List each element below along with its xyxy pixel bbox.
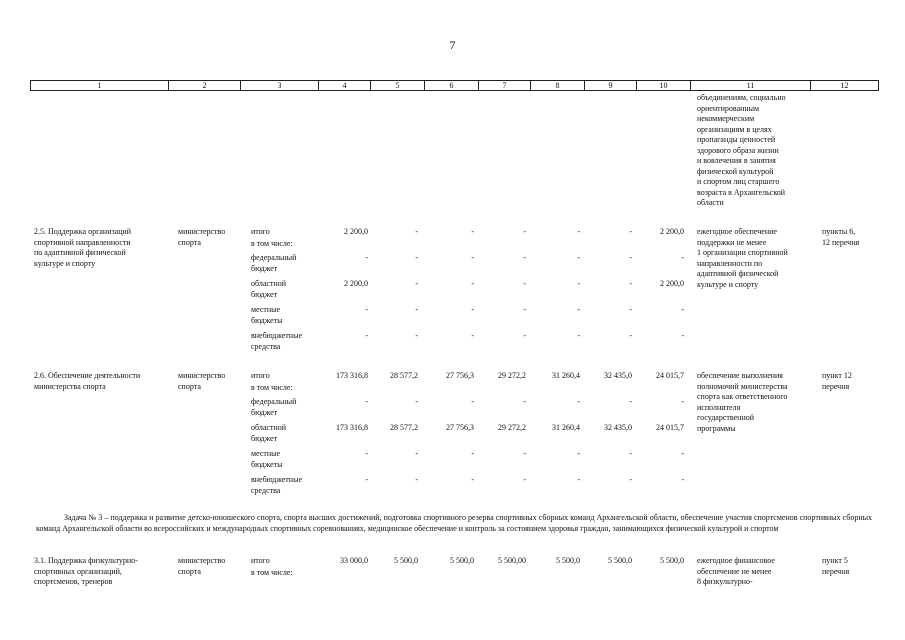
funding-value: - — [471, 397, 474, 406]
funding-value: 173 316,8 — [336, 371, 368, 380]
funding-value: 2 200,0 — [344, 227, 368, 236]
funding-value: - — [629, 475, 632, 484]
funding-value: - — [681, 475, 684, 484]
funding-source-label: в том числе: — [251, 383, 293, 392]
funding-value: - — [523, 305, 526, 314]
funding-value: - — [629, 305, 632, 314]
funding-value: - — [415, 305, 418, 314]
funding-value: - — [629, 331, 632, 340]
row-reference: пункты 6, 12 перечня — [822, 227, 860, 247]
column-number: 3 — [241, 81, 319, 91]
funding-value: - — [365, 305, 368, 314]
funding-value: - — [365, 449, 368, 458]
funding-value: 31 260,4 — [552, 371, 580, 380]
column-number: 11 — [691, 81, 811, 91]
funding-source-label: в том числе: — [251, 239, 293, 248]
funding-value: 2 200,0 — [344, 279, 368, 288]
funding-source-label: областной бюджет — [251, 423, 287, 443]
funding-value: - — [523, 279, 526, 288]
funding-source-label: в том числе: — [251, 568, 293, 577]
funding-value: - — [471, 227, 474, 236]
funding-value: 2 200,0 — [660, 227, 684, 236]
funding-value: - — [523, 397, 526, 406]
funding-value: - — [577, 305, 580, 314]
funding-value: - — [577, 331, 580, 340]
funding-value: 173 316,8 — [336, 423, 368, 432]
funding-source-label: местные бюджеты — [251, 305, 283, 325]
funding-value: - — [629, 397, 632, 406]
column-number: 4 — [319, 81, 371, 91]
funding-value: - — [415, 253, 418, 262]
funding-value: - — [471, 331, 474, 340]
funding-value: 24 015,7 — [656, 371, 684, 380]
column-number: 2 — [169, 81, 241, 91]
column-number: 10 — [637, 81, 691, 91]
column-header-row — [30, 80, 879, 91]
funding-value: - — [681, 253, 684, 262]
funding-value: - — [471, 305, 474, 314]
funding-value: 5 500,0 — [556, 556, 580, 565]
column-number: 8 — [531, 81, 585, 91]
funding-value: - — [629, 253, 632, 262]
row-reference: пункт 12 перечня — [822, 371, 852, 391]
funding-source-label: местные бюджеты — [251, 449, 283, 469]
funding-value: - — [415, 331, 418, 340]
row-result: обеспечение выполнения полномочий министерства спорта как ответственного исполнителя государственной программы — [697, 371, 788, 433]
funding-value: - — [629, 449, 632, 458]
funding-value: - — [523, 253, 526, 262]
funding-value: - — [365, 475, 368, 484]
funding-value: 28 577,2 — [390, 371, 418, 380]
funding-value: - — [365, 397, 368, 406]
funding-value: - — [681, 305, 684, 314]
funding-source-label: итого — [251, 556, 270, 565]
column-number: 5 — [371, 81, 425, 91]
funding-value: - — [577, 475, 580, 484]
funding-source-label: федеральный бюджет — [251, 253, 297, 273]
funding-value: - — [577, 227, 580, 236]
page-number: 7 — [449, 38, 456, 52]
funding-value: - — [415, 227, 418, 236]
funding-value: - — [629, 279, 632, 288]
funding-value: - — [523, 475, 526, 484]
funding-value: - — [577, 253, 580, 262]
row-name: 3.1. Поддержка физкультурно- спортивных организаций, спортсменов, тренеров — [34, 556, 138, 586]
funding-value: - — [415, 475, 418, 484]
funding-value: 5 500,0 — [394, 556, 418, 565]
column-number: 7 — [479, 81, 531, 91]
row-result: ежегодное финансовое обеспечение не менее 8 физкультурно- — [697, 556, 775, 586]
funding-value: 31 260,4 — [552, 423, 580, 432]
funding-source-label: областной бюджет — [251, 279, 287, 299]
funding-value: - — [523, 227, 526, 236]
funding-value: 5 500,0 — [608, 556, 632, 565]
row-reference: пункт 5 перечня — [822, 556, 850, 576]
row-executor: министерство спорта — [178, 371, 226, 391]
funding-value: 5 500,0 — [450, 556, 474, 565]
funding-value: 29 272,2 — [498, 371, 526, 380]
continuation-note: объединениям, социально ориентированным некоммерческим организациям в целях пропаганды ценностей здорового образа жизни и вовлечения в занятия физической культурой и спортом лиц старшего возраста в Архангельской области — [697, 93, 786, 207]
funding-value: - — [629, 227, 632, 236]
funding-value: 5 500,0 — [660, 556, 684, 565]
funding-value: - — [523, 449, 526, 458]
funding-value: - — [471, 475, 474, 484]
funding-source-label: итого — [251, 371, 270, 380]
row-name: 2.6. Обеспечение деятельности министерства спорта — [34, 371, 141, 391]
funding-value: 32 435,0 — [604, 371, 632, 380]
funding-value: 29 272,2 — [498, 423, 526, 432]
funding-source-label: федеральный бюджет — [251, 397, 297, 417]
column-number: 9 — [585, 81, 637, 91]
funding-value: 28 577,2 — [390, 423, 418, 432]
funding-value: - — [471, 253, 474, 262]
funding-value: 2 200,0 — [660, 279, 684, 288]
column-number: 1 — [31, 81, 169, 91]
column-number: 6 — [425, 81, 479, 91]
funding-value: - — [523, 331, 526, 340]
funding-value: - — [365, 331, 368, 340]
row-executor: министерство спорта — [178, 556, 226, 576]
task-3-heading: Задача № 3 – поддержка и развитие детско-юношеского спорта, спорта высших достижений, подготовка спортивного резерва спортивных сборных команд Архангельской области, обеспечение участия спортсменов спортивных сборных команд Архангельской области во всероссийских и международных спортивных соревнованиях, медицинское обеспечение и контроль за состоянием здоровья граждан, занимающихся физической культурой и спортом — [36, 513, 872, 533]
funding-value: - — [681, 331, 684, 340]
funding-value: - — [365, 253, 368, 262]
column-number: 12 — [811, 81, 879, 91]
funding-source-label: внебюджетные средства — [251, 475, 302, 495]
funding-value: - — [415, 397, 418, 406]
funding-value: - — [681, 397, 684, 406]
funding-value: - — [577, 397, 580, 406]
funding-source-label: итого — [251, 227, 270, 236]
row-name: 2.5. Поддержка организаций спортивной направленности по адаптивной физической культуре и спорту — [34, 227, 132, 268]
funding-value: - — [471, 279, 474, 288]
row-result: ежегодное обеспечение поддержки не менее 1 организации спортивной направленности по адаптивной физической культуре и спорту — [697, 227, 788, 289]
row-executor: министерство спорта — [178, 227, 226, 247]
funding-value: 32 435,0 — [604, 423, 632, 432]
funding-value: 24 015,7 — [656, 423, 684, 432]
funding-value: 27 756,3 — [446, 423, 474, 432]
funding-value: - — [415, 279, 418, 288]
funding-value: 33 000,0 — [340, 556, 368, 565]
funding-value: 27 756,3 — [446, 371, 474, 380]
funding-value: 5 500,00 — [498, 556, 526, 565]
funding-value: - — [577, 449, 580, 458]
funding-value: - — [415, 449, 418, 458]
funding-value: - — [471, 449, 474, 458]
funding-value: - — [681, 449, 684, 458]
funding-value: - — [577, 279, 580, 288]
funding-source-label: внебюджетные средства — [251, 331, 302, 351]
